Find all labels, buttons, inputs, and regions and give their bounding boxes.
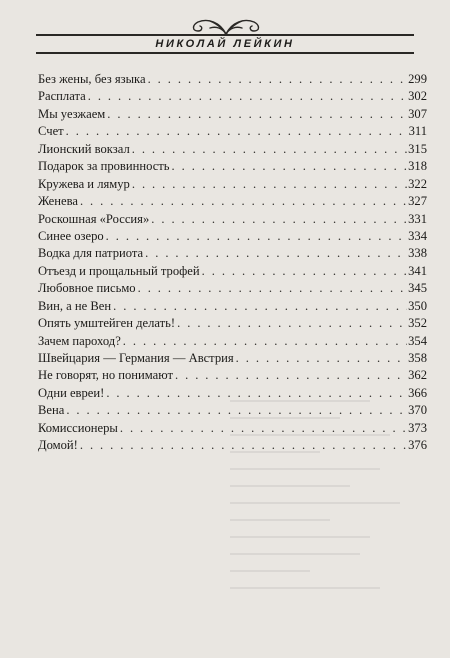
toc-entry-title: Опять умштейген делать! [38, 316, 176, 331]
toc-entry-page: 341 [408, 263, 427, 278]
toc-entry-page: 373 [408, 420, 427, 435]
toc-leader-dots [175, 367, 407, 384]
toc-entry-title: Мы уезжаем [38, 106, 106, 121]
toc-entry-page: 327 [408, 194, 427, 209]
toc-entry-title: Любовное письмо [38, 281, 136, 296]
table-of-contents [38, 71, 427, 455]
header-rule-bottom [36, 52, 414, 54]
toc-entry-page: 302 [408, 89, 427, 104]
toc-entry-title: Домой! [38, 438, 78, 453]
toc-leader-dots [106, 228, 407, 245]
toc-leader-dots [151, 211, 407, 228]
toc-leader-dots [88, 88, 407, 105]
toc-entry [38, 350, 427, 367]
toc-entry-title: Роскошная «Россия» [38, 211, 150, 226]
toc-entry-page: 354 [408, 333, 427, 348]
toc-entry-page: 350 [408, 298, 427, 313]
toc-entry [38, 176, 427, 193]
toc-leader-dots [145, 245, 407, 262]
toc-entry [38, 88, 427, 105]
header-rule-top [36, 34, 414, 36]
toc-entry-title: Отъезд и прощальный трофей [38, 263, 200, 278]
toc-entry-title: Зачем пароход? [38, 333, 121, 348]
toc-entry-title: Одни евреи! [38, 385, 105, 400]
toc-entry-title: Кружева и лямур [38, 176, 130, 191]
toc-leader-dots [177, 315, 407, 332]
toc-entry-page: 311 [408, 124, 427, 139]
toc-entry [38, 141, 427, 158]
toc-entry-page: 352 [408, 316, 427, 331]
toc-leader-dots [66, 123, 408, 140]
toc-entry-page: 338 [408, 246, 427, 261]
toc-entry-page: 376 [408, 438, 427, 453]
running-head-author: НИКОЛАЙ ЛЕЙКИН [155, 38, 295, 50]
toc-entry-title: Не говорят, но понимают [38, 368, 174, 383]
toc-leader-dots [113, 298, 407, 315]
toc-leader-dots [148, 71, 408, 88]
toc-entry-title: Лионский вокзал [38, 141, 130, 156]
toc-entry [38, 367, 427, 384]
toc-leader-dots [123, 333, 407, 350]
toc-leader-dots [80, 193, 407, 210]
toc-entry [38, 280, 427, 297]
toc-entry-page: 331 [408, 211, 427, 226]
toc-entry [38, 263, 427, 280]
toc-entry [38, 298, 427, 315]
toc-entry-page: 334 [408, 228, 427, 243]
toc-entry-title: Расплата [38, 89, 86, 104]
toc-entry [38, 228, 427, 245]
toc-entry-title: Женева [38, 194, 78, 209]
toc-entry-title: Счет [38, 124, 64, 139]
toc-entry-title: Синее озеро [38, 228, 104, 243]
toc-entry-page: 299 [408, 72, 427, 86]
toc-entry-page: 362 [408, 368, 427, 383]
toc-leader-dots [202, 263, 407, 280]
toc-entry [38, 123, 427, 140]
toc-entry-page: 307 [408, 106, 427, 121]
toc-entry [38, 211, 427, 228]
paper-bleed-through [230, 400, 430, 650]
toc-entry [38, 158, 427, 175]
toc-entry-title: Вена [38, 403, 65, 418]
toc-entry-page: 358 [408, 351, 427, 365]
toc-leader-dots [236, 350, 407, 367]
toc-entry-title: Без жены, без языка [38, 72, 146, 86]
toc-entry-title: Водка для патриота [38, 246, 144, 261]
toc-entry-page: 318 [408, 159, 427, 174]
toc-leader-dots [172, 158, 408, 175]
toc-entry [38, 106, 427, 123]
toc-entry-title: Швейцария — Германия — Австрия [38, 351, 234, 365]
toc-entry-page: 370 [408, 403, 427, 418]
toc-entry [38, 333, 427, 350]
toc-leader-dots [132, 176, 407, 193]
toc-entry-title: Подарок за провинность [38, 159, 170, 174]
toc-leader-dots [107, 106, 407, 123]
toc-entry-page: 322 [408, 176, 427, 191]
toc-entry [38, 245, 427, 262]
toc-entry [38, 71, 427, 88]
toc-entry-page: 345 [408, 281, 427, 296]
toc-entry [38, 193, 427, 210]
toc-entry-title: Вин, а не Вен [38, 298, 112, 313]
toc-leader-dots [132, 141, 407, 158]
toc-entry [38, 315, 427, 332]
toc-entry-page: 366 [408, 385, 427, 400]
toc-entry-title: Комиссионеры [38, 420, 118, 435]
toc-leader-dots [138, 280, 408, 297]
toc-entry-page: 315 [408, 141, 427, 156]
